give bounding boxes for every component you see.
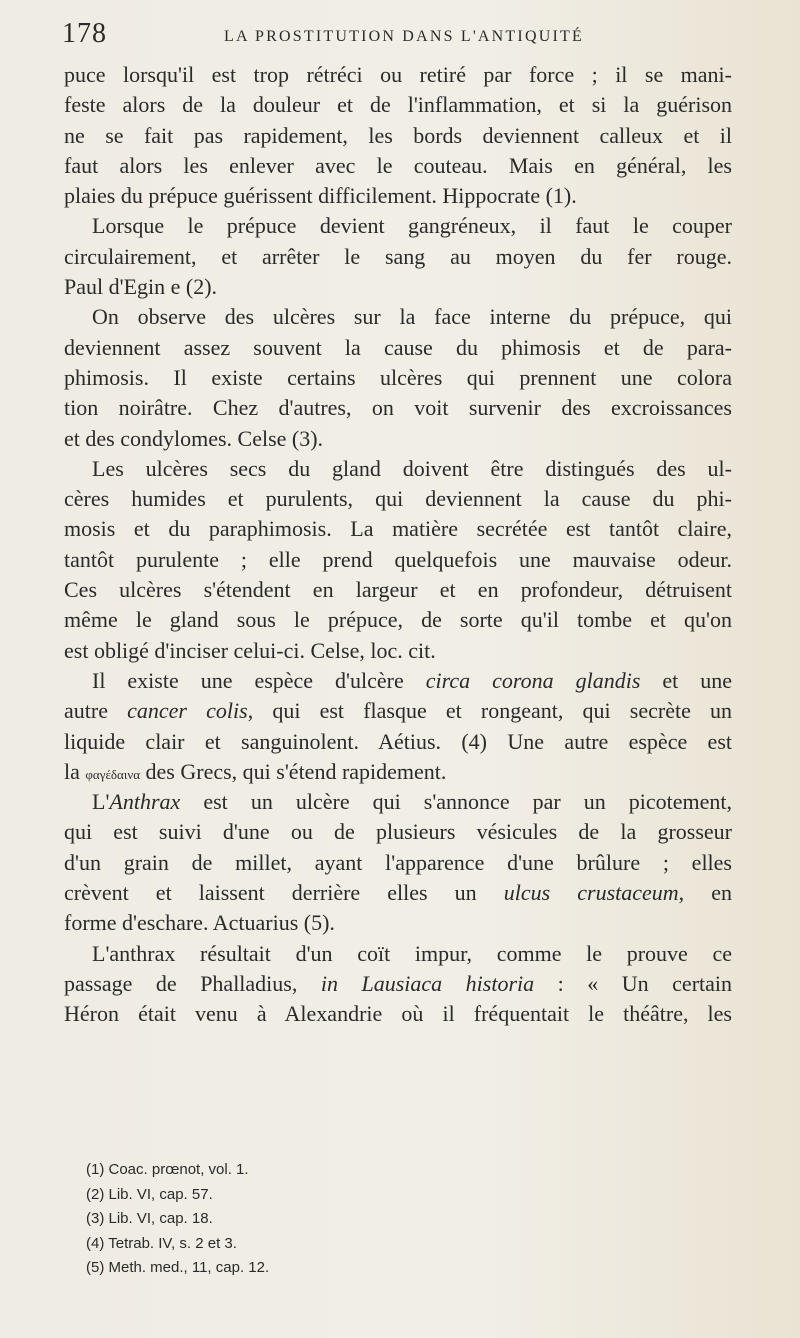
text-line bbox=[64, 787, 732, 817]
text-line: deviennent assez souvent la cause du phimosis et de para- bbox=[64, 334, 732, 360]
text-line: ne se fait pas rapidement, les bords deviennent calleux et il bbox=[64, 122, 732, 148]
text-run: crèvent et laissent derrière elles un bbox=[64, 880, 477, 906]
text-run: : « Un certain bbox=[557, 970, 732, 996]
text-line: qui est suivi d'une ou de plusieurs vésicules de la grosseur bbox=[64, 819, 732, 845]
text-run: autre bbox=[64, 698, 108, 724]
text-run: la bbox=[64, 758, 80, 784]
text-line: phimosis. Il existe certains ulcères qui prennent une colora bbox=[64, 364, 732, 390]
text-line bbox=[64, 666, 732, 696]
text-run: , en bbox=[678, 880, 732, 906]
text-line: L'anthrax résultait d'un coït impur, comme le prouve ce bbox=[92, 940, 732, 966]
text-line: faut alors les enlever avec le couteau. Mais en général, les bbox=[64, 152, 732, 178]
latin-term: cancer colis bbox=[127, 698, 248, 724]
latin-term: Anthrax bbox=[109, 789, 181, 815]
text-line bbox=[64, 969, 732, 999]
page-number: 178 bbox=[62, 18, 107, 49]
footnote: (2) Lib. VI, cap. 57. bbox=[86, 1185, 213, 1203]
text-run: est un ulcère qui s'annonce par un picotement, bbox=[203, 789, 732, 815]
text-line: Lorsque le prépuce devient gangréneux, il faut le couper bbox=[92, 213, 732, 239]
text-line: Les ulcères secs du gland doivent être distingués des ul- bbox=[92, 455, 732, 481]
text-line: cères humides et purulents, qui deviennent la cause du phi- bbox=[64, 486, 732, 512]
latin-term: circa corona glandis bbox=[425, 667, 641, 693]
text-line: On observe des ulcères sur la face interne du prépuce, qui bbox=[92, 304, 732, 330]
footnote: (4) Tetrab. IV, s. 2 et 3. bbox=[86, 1234, 237, 1252]
page-header bbox=[62, 14, 722, 54]
footnote: (3) Lib. VI, cap. 18. bbox=[86, 1210, 213, 1227]
text-line: d'un grain de millet, ayant l'apparence d'une brûlure ; elles bbox=[64, 849, 732, 875]
text-line: Héron était venu à Alexandrie où il fréquentait le théâtre, les bbox=[64, 1001, 732, 1027]
running-head: LA PROSTITUTION DANS L'ANTIQUITÉ bbox=[224, 28, 584, 45]
footnotes bbox=[86, 1158, 646, 1281]
latin-term: in Lausiaca historia bbox=[320, 970, 535, 996]
text-line: feste alors de la douleur et de l'inflammation, et si la guérison bbox=[64, 92, 732, 118]
text-run: des Grecs, qui s'étend rapidement. bbox=[145, 758, 447, 784]
text-run: Il existe une espèce d'ulcère bbox=[92, 667, 404, 693]
text-line: même le gland sous le prépuce, de sorte qu'il tombe et qu'on bbox=[64, 607, 732, 633]
text-run: L' bbox=[92, 789, 110, 815]
text-line: mosis et du paraphimosis. La matière secrétée est tantôt claire, bbox=[64, 516, 732, 542]
text-line: circulairement, et arrêter le sang au moyen du fer rouge. bbox=[64, 243, 732, 269]
text-run: passage de Phalladius, bbox=[64, 970, 298, 996]
text-line: plaies du prépuce guérissent difficilement. Hippocrate (1). bbox=[64, 183, 577, 209]
text-line: Paul d'Egin e (2). bbox=[64, 274, 218, 300]
footnote: (5) Meth. med., 11, cap. 12. bbox=[86, 1259, 270, 1276]
greek-term: φαγέδαινα bbox=[85, 766, 141, 782]
text-line: Ces ulcères s'étendent en largeur et en profondeur, détruisent bbox=[64, 577, 732, 603]
text-line: tantôt purulente ; elle prend quelquefois une mauvaise odeur. bbox=[64, 546, 732, 572]
text-line: est obligé d'inciser celui-ci. Celse, loc. cit. bbox=[64, 637, 436, 663]
text-line bbox=[64, 878, 732, 908]
text-line: forme d'eschare. Actuarius (5). bbox=[64, 910, 335, 936]
latin-term: ulcus crustaceum bbox=[503, 880, 679, 906]
text-run: , qui est flasque et rongeant, qui secrète un bbox=[247, 698, 732, 724]
text-line: et des condylomes. Celse (3). bbox=[64, 425, 324, 451]
text-line bbox=[64, 757, 732, 787]
footnote: (1) Coac. prœnot, vol. 1. bbox=[86, 1161, 249, 1178]
text-run: et une bbox=[662, 667, 732, 693]
text-line bbox=[64, 696, 732, 726]
text-line: puce lorsqu'il est trop rétréci ou retiré par force ; il se mani- bbox=[64, 62, 732, 87]
text-line: liquide clair et sanguinolent. Aétius. (4) Une autre espèce est bbox=[64, 728, 732, 754]
body-text bbox=[64, 60, 732, 1030]
text-line: tion noirâtre. Chez d'autres, on voit survenir des excroissances bbox=[64, 395, 732, 421]
